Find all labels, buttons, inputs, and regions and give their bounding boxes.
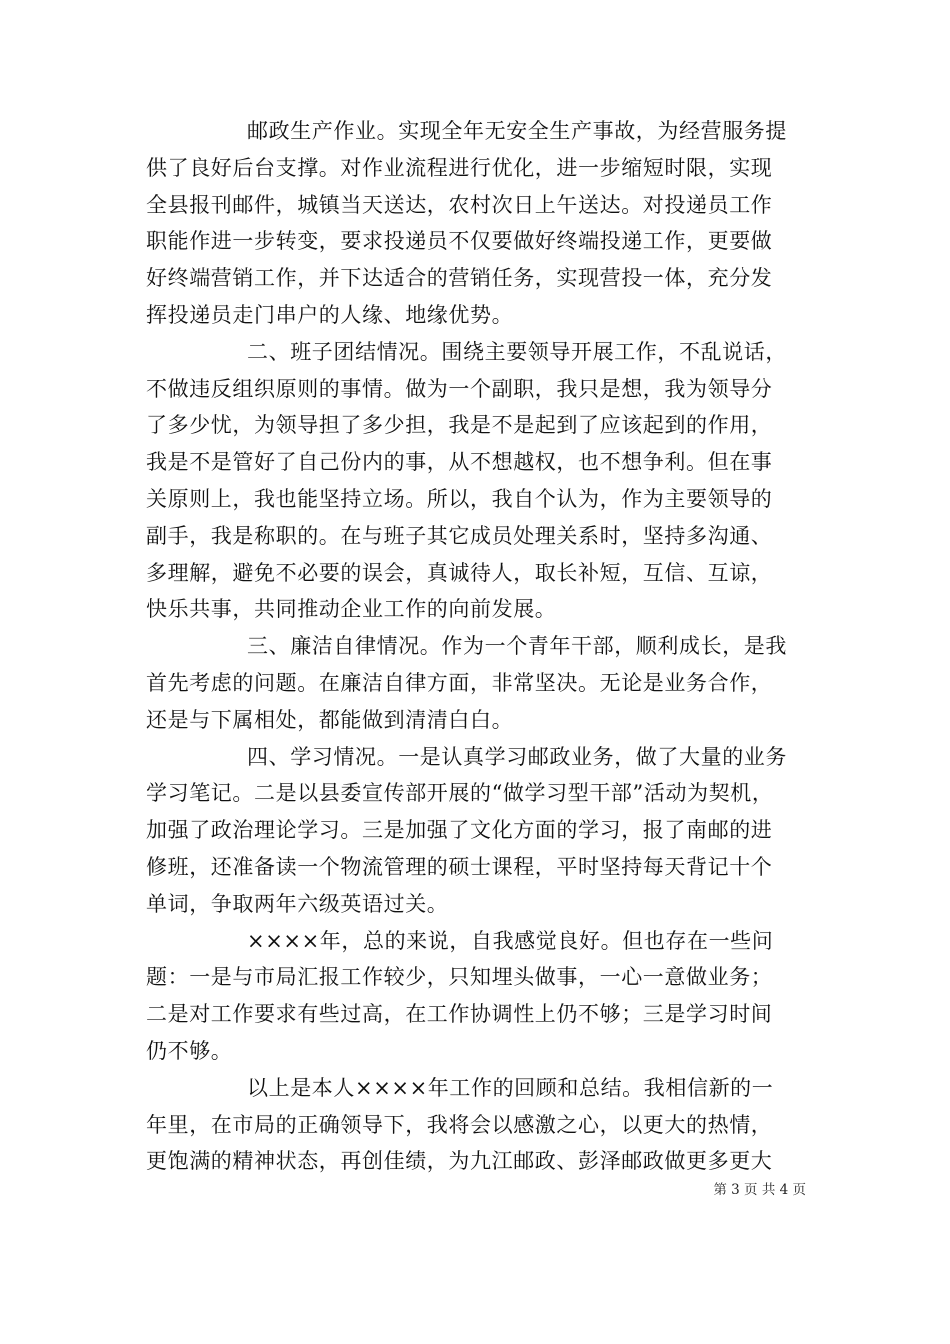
- text-line: 我是不是管好了自己份内的事，从不想越权，也不想争利。但在事: [146, 450, 773, 475]
- text-line: 副手，我是称职的。在与班子其它成员处理关系时，坚持多沟通、: [146, 523, 773, 548]
- text-line: 题：一是与市局汇报工作较少，只知埋头做事，一心一意做业务；: [146, 965, 773, 990]
- text-line: ××××年，总的来说，自我感觉良好。但也存在一些问: [247, 928, 774, 953]
- text-line: 职能作进一步转变，要求投递员不仅要做好终端投递工作，更要做: [146, 229, 773, 254]
- text-line: 关原则上，我也能坚持立场。所以，我自个认为，作为主要领导的: [146, 486, 773, 511]
- text-line: 四、学习情况。一是认真学习邮政业务，做了大量的业务: [247, 744, 787, 769]
- text-line: 好终端营销工作，并下达适合的营销任务，实现营投一体，充分发: [146, 266, 773, 291]
- text-line: 三、廉洁自律情况。作为一个青年干部，顺利成长，是我: [247, 634, 787, 659]
- text-line: 快乐共事，共同推动企业工作的向前发展。: [146, 597, 557, 622]
- paragraph-production: [146, 113, 806, 334]
- text-line: 多理解，避免不必要的误会，真诚待人，取长补短，互信、互谅，: [146, 560, 773, 585]
- body-text: [146, 113, 806, 1180]
- text-line: 首先考虑的问题。在廉洁自律方面，非常坚决。无论是业务合作，: [146, 670, 773, 695]
- text-line: 挥投递员走门串户的人缘、地缘优势。: [146, 302, 514, 327]
- text-line: 学习笔记。二是以县委宣传部开展的“做学习型干部”活动为契机，: [146, 781, 774, 806]
- text-line: 单词，争取两年六级英语过关。: [146, 891, 449, 916]
- text-line: 还是与下属相处，都能做到清清白白。: [146, 707, 514, 732]
- text-line: 二是对工作要求有些过高，在工作协调性上仍不够；三是学习时间: [146, 1002, 773, 1027]
- text-line: 全县报刊邮件，城镇当天送达，农村次日上午送达。对投递员工作: [146, 192, 773, 217]
- text-line: 二、班子团结情况。围绕主要领导开展工作，不乱说话，: [247, 339, 787, 364]
- paragraph-problems: [146, 923, 806, 1070]
- text-line: 更饱满的精神状态，再创佳绩，为九江邮政、彭泽邮政做更多更大: [146, 1149, 773, 1174]
- text-line: 仍不够。: [146, 1038, 233, 1063]
- page-number-footer: 第 3 页 共 4 页: [713, 1182, 806, 1198]
- paragraph-integrity: [146, 628, 806, 738]
- text-line: 了多少忧，为领导担了多少担，我是不是起到了应该起到的作用，: [146, 413, 773, 438]
- text-line: 修班，还准备读一个物流管理的硕士课程，平时坚持每天背记十个: [146, 854, 773, 879]
- text-line: 以上是本人××××年工作的回顾和总结。我相信新的一: [247, 1075, 774, 1100]
- text-line: 供了良好后台支撑。对作业流程进行优化，进一步缩短时限，实现: [146, 155, 773, 180]
- paragraph-team-unity: [146, 334, 806, 628]
- paragraph-conclusion: [146, 1070, 806, 1180]
- text-line: 年里，在市局的正确领导下，我将会以感激之心，以更大的热情，: [146, 1112, 773, 1137]
- text-line: 不做违反组织原则的事情。做为一个副职，我只是想，我为领导分: [146, 376, 773, 401]
- paragraph-study: [146, 739, 806, 923]
- text-line: 加强了政治理论学习。三是加强了文化方面的学习，报了南邮的进: [146, 818, 773, 843]
- text-line: 邮政生产作业。实现全年无安全生产事故，为经营服务提: [247, 119, 787, 143]
